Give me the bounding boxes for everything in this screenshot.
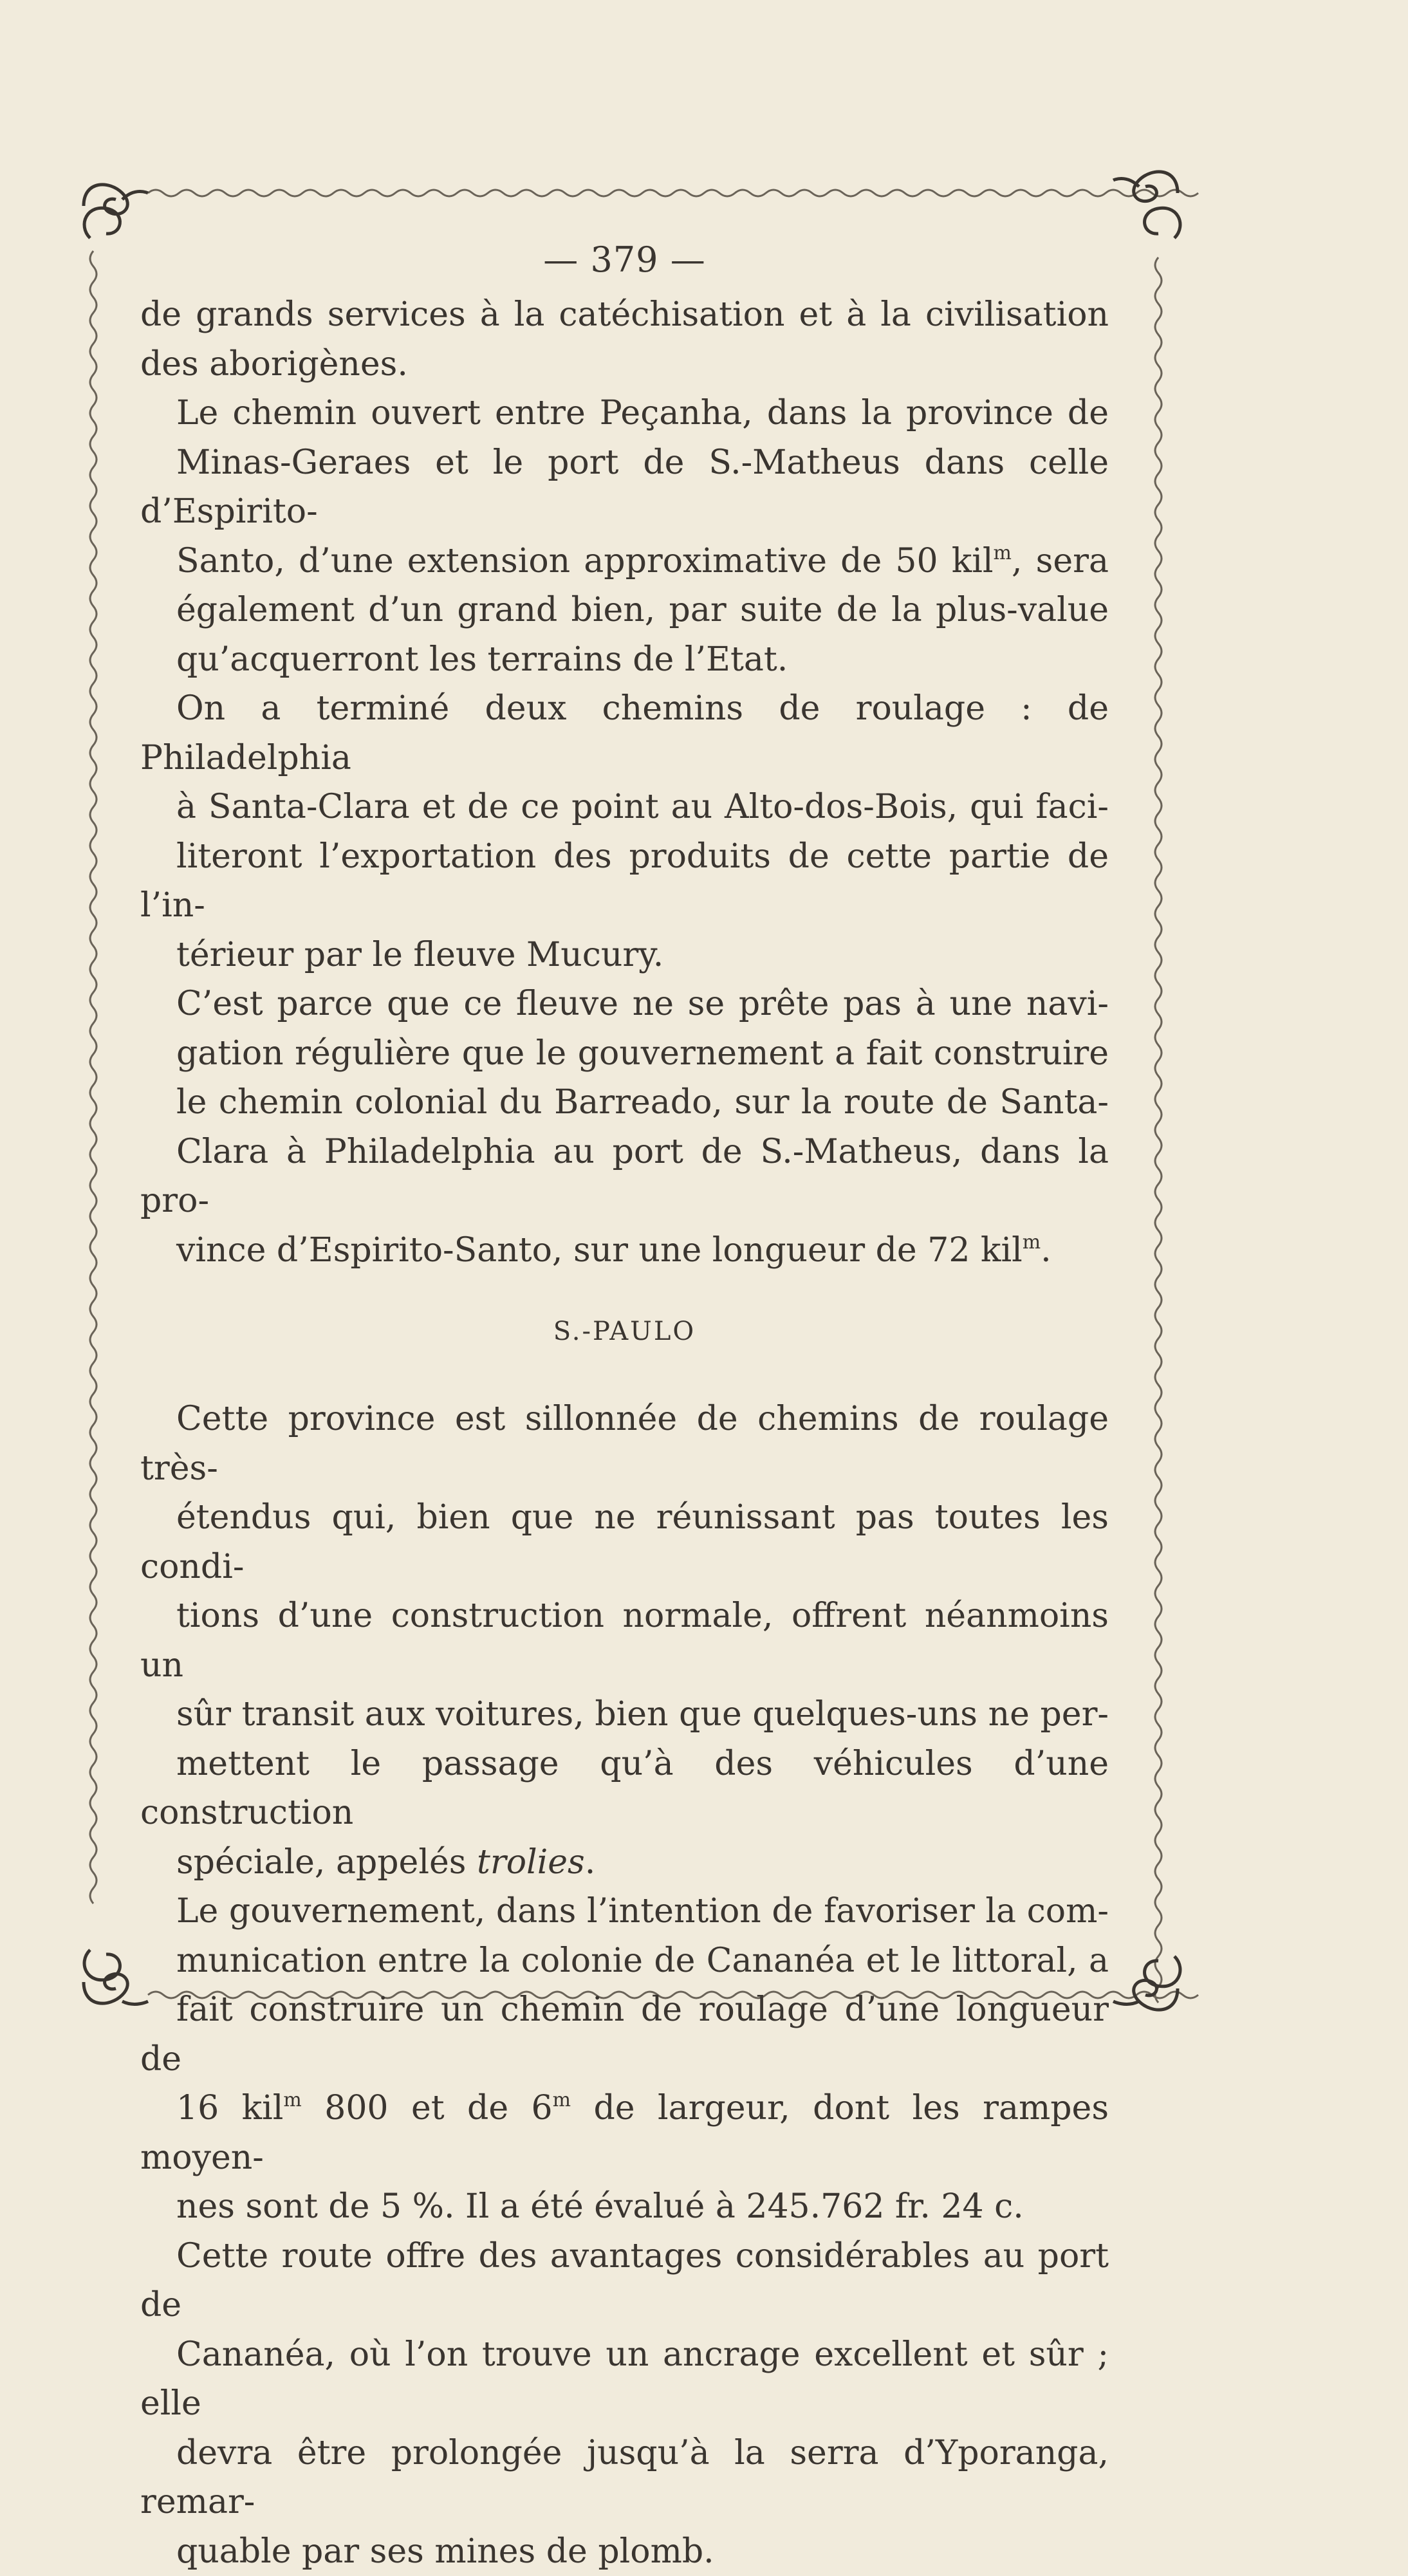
text-line: On a terminé deux chemins de roulage : de Philadelphia [140, 684, 1109, 783]
corner-ornament-top-right [1113, 172, 1180, 238]
text-line: également d’un grand bien, par suite de la plus-value [140, 586, 1109, 635]
paragraph-catechisation [140, 290, 1109, 389]
line-text: , sera [1012, 542, 1109, 580]
section-heading: S.-PAULO [140, 1319, 1109, 1344]
page-number: — 379 — [140, 243, 1109, 277]
text-line: sûr transit aux voitures, bien que quelques-uns ne per- [140, 1690, 1109, 1739]
text-line: Le chemin ouvert entre Peçanha, dans la province de [140, 389, 1109, 438]
superscript: m [283, 2089, 301, 2111]
text-line: quable par ses mines de plomb. [140, 2527, 1109, 2576]
text-line: de grands services à la catéchisation et à la civilisation [140, 290, 1109, 340]
paragraph-pecanha [140, 389, 1109, 684]
text-line: literont l’exportation des produits de cette partie de l’in- [140, 832, 1109, 931]
line-text: 16 kil [176, 2089, 283, 2127]
line-text: Santo, d’une extension approximative de 50 kil [176, 542, 994, 580]
superscript: m [1023, 1231, 1041, 1254]
text-block [140, 235, 1109, 2576]
superscript: m [553, 2089, 571, 2111]
line-text: de largeur, dont les rampes moyen- [140, 2089, 1109, 2177]
text-line: tions d’une construction normale, offrent néanmoins un [140, 1591, 1109, 1690]
paragraph-yporanga [140, 2232, 1109, 2576]
text-line: munication entre la colonie de Cananéa et le littoral, a [140, 1936, 1109, 1986]
text-line: Le gouvernement, dans l’intention de favoriser la com- [140, 1887, 1109, 1936]
text-line [140, 2084, 1109, 2182]
text-line: des aborigènes. [140, 340, 1109, 389]
text-line [140, 1838, 1109, 1887]
text-line [140, 537, 1109, 586]
text-line: C’est parce que ce fleuve ne se prête pas à une navi- [140, 979, 1109, 1029]
superscript: m [994, 542, 1012, 564]
paragraph-roulage [140, 684, 1109, 979]
corner-ornament-top-left [84, 185, 148, 238]
top-wavy-rule [148, 190, 1198, 196]
text-line: étendus qui, bien que ne réunissant pas toutes les condi- [140, 1493, 1109, 1591]
text-line: Cette province est sillonnée de chemins de roulage très- [140, 1395, 1109, 1493]
text-line: nes sont de 5 %. Il a été évalué à 245.762 fr. 24 c. [140, 2182, 1109, 2232]
corner-ornament-bottom-left [84, 1950, 148, 2004]
text-line: térieur par le fleuve Mucury. [140, 931, 1109, 980]
text-line: Cette route offre des avantages considérables au port de [140, 2232, 1109, 2330]
text-line: Cananéa, où l’on trouve un ancrage excellent et sûr ; elle [140, 2330, 1109, 2429]
italic-word: trolies [477, 1843, 585, 1882]
paragraph-sao-paulo [140, 1395, 1109, 1887]
paragraph-barreado [140, 979, 1109, 1275]
text-line: devra être prolongée jusqu’à la serra d’Yporanga, remar- [140, 2429, 1109, 2527]
right-wavy-rule [1155, 257, 1162, 2003]
text-line: Minas-Geraes et le port de S.-Matheus dans celle d’Espirito- [140, 438, 1109, 537]
text-line: le chemin colonial du Barreado, sur la route de Santa- [140, 1078, 1109, 1127]
text-line: Clara à Philadelphia au port de S.-Matheus, dans la pro- [140, 1127, 1109, 1226]
left-wavy-rule [90, 251, 97, 1904]
text-line: qu’acquerront les terrains de l’Etat. [140, 635, 1109, 685]
text-line: mettent le passage qu’à des véhicules d’une construction [140, 1739, 1109, 1838]
line-text: . [585, 1843, 596, 1882]
text-line: fait construire un chemin de roulage d’une longueur de [140, 1985, 1109, 2084]
text-line: gation régulière que le gouvernement a fait construire [140, 1029, 1109, 1079]
line-text: spéciale, appelés [176, 1843, 466, 1882]
text-line [140, 1226, 1109, 1275]
line-text: . [1041, 1231, 1051, 1270]
line-text: 800 et de 6 [302, 2089, 553, 2127]
text-line: à Santa-Clara et de ce point au Alto-dos-Bois, qui faci- [140, 783, 1109, 832]
paragraph-cananea-road [140, 1887, 1109, 2232]
corner-ornament-bottom-right [1113, 1956, 1180, 2010]
line-text: vince d’Espirito-Santo, sur une longueur de 72 kil [176, 1231, 1023, 1270]
